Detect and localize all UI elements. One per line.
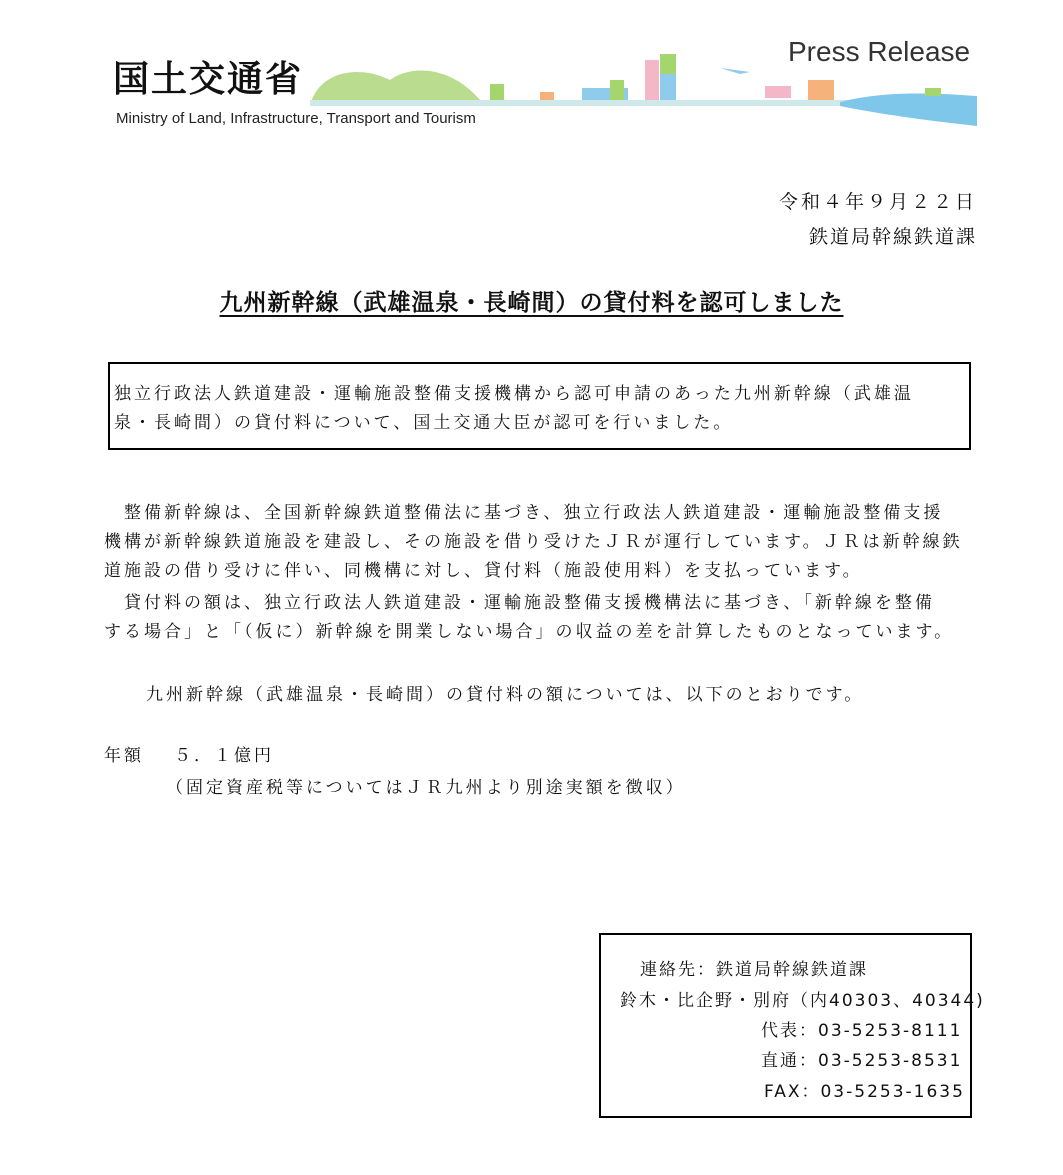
amount-note: （固定資産税等についてはＪＲ九州より別途実額を徴収） [166, 778, 686, 798]
paragraph-line: 機構が新幹線鉄道施設を建設し、その施設を借り受けたＪＲが運行しています。ＪＲは新幹線鉄 [104, 532, 963, 552]
summary-text [114, 380, 974, 438]
amount-label: 年額 [104, 746, 144, 766]
contact-department: 連絡先：鉄道局幹線鉄道課 [640, 960, 868, 980]
paragraph-line: 道施設の借り受けに伴い、同機構に対し、貸付料（施設使用料）を支払っています。 [104, 561, 863, 581]
contact-direct-phone: 直通：03-5253-8531 [761, 1051, 963, 1071]
paragraph-line: する場合」と「（仮に）新幹線を開業しない場合」の収益の差を計算したものとなっています。 [104, 622, 955, 642]
tree-icon [490, 84, 504, 100]
paragraph-line: 貸付料の額は、独立行政法人鉄道建設・運輸施設整備支援機構法に基づき、「新幹線を整備 [104, 593, 935, 613]
department-name: 鉄道局幹線鉄道課 [808, 226, 977, 248]
press-release-label: Press Release [788, 36, 971, 67]
ministry-name-en: Ministry of Land, Infrastructure, Transport and Tourism [116, 110, 476, 127]
contact-main-phone: 代表：03-5253-8111 [761, 1021, 963, 1041]
amount-value: ５．１億円 [174, 746, 274, 766]
hill-shape [310, 70, 480, 105]
paragraph-background [104, 499, 984, 586]
sea-shape [840, 94, 977, 126]
ship-icon [925, 88, 941, 96]
paragraph-fee-basis [104, 589, 984, 647]
paragraph-line: 整備新幹線は、全国新幹線鉄道整備法に基づき、独立行政法人鉄道建設・運輸施設整備支援 [104, 503, 944, 523]
ministry-name-ja: 国土交通省 [113, 59, 304, 100]
building-icon [645, 60, 659, 100]
banner-illustration [300, 50, 980, 130]
factory-icon [808, 80, 834, 100]
summary-line: 独立行政法人鉄道建設・運輸施設整備支援機構から認可申請のあった九州新幹線（武雄温 [114, 384, 914, 404]
release-date: 令和４年９月２２日 [778, 191, 977, 213]
car-icon [540, 92, 554, 100]
paragraph-amount-intro: 九州新幹線（武雄温泉・長崎間）の貸付料の額については、以下のとおりです。 [146, 685, 865, 705]
contact-fax: FAX：03-5253-1635 [764, 1082, 965, 1102]
annual-amount [104, 741, 274, 766]
summary-line: 泉・長崎間）の貸付料について、国土交通大臣が認可を行いました。 [114, 413, 734, 433]
airplane-icon [720, 68, 750, 74]
bus-icon [765, 86, 791, 98]
contact-persons: 鈴木・比企野・別府（内40303、40344) [620, 991, 985, 1011]
page-title: 九州新幹線（武雄温泉・長崎間）の貸付料を認可しました [219, 290, 844, 316]
